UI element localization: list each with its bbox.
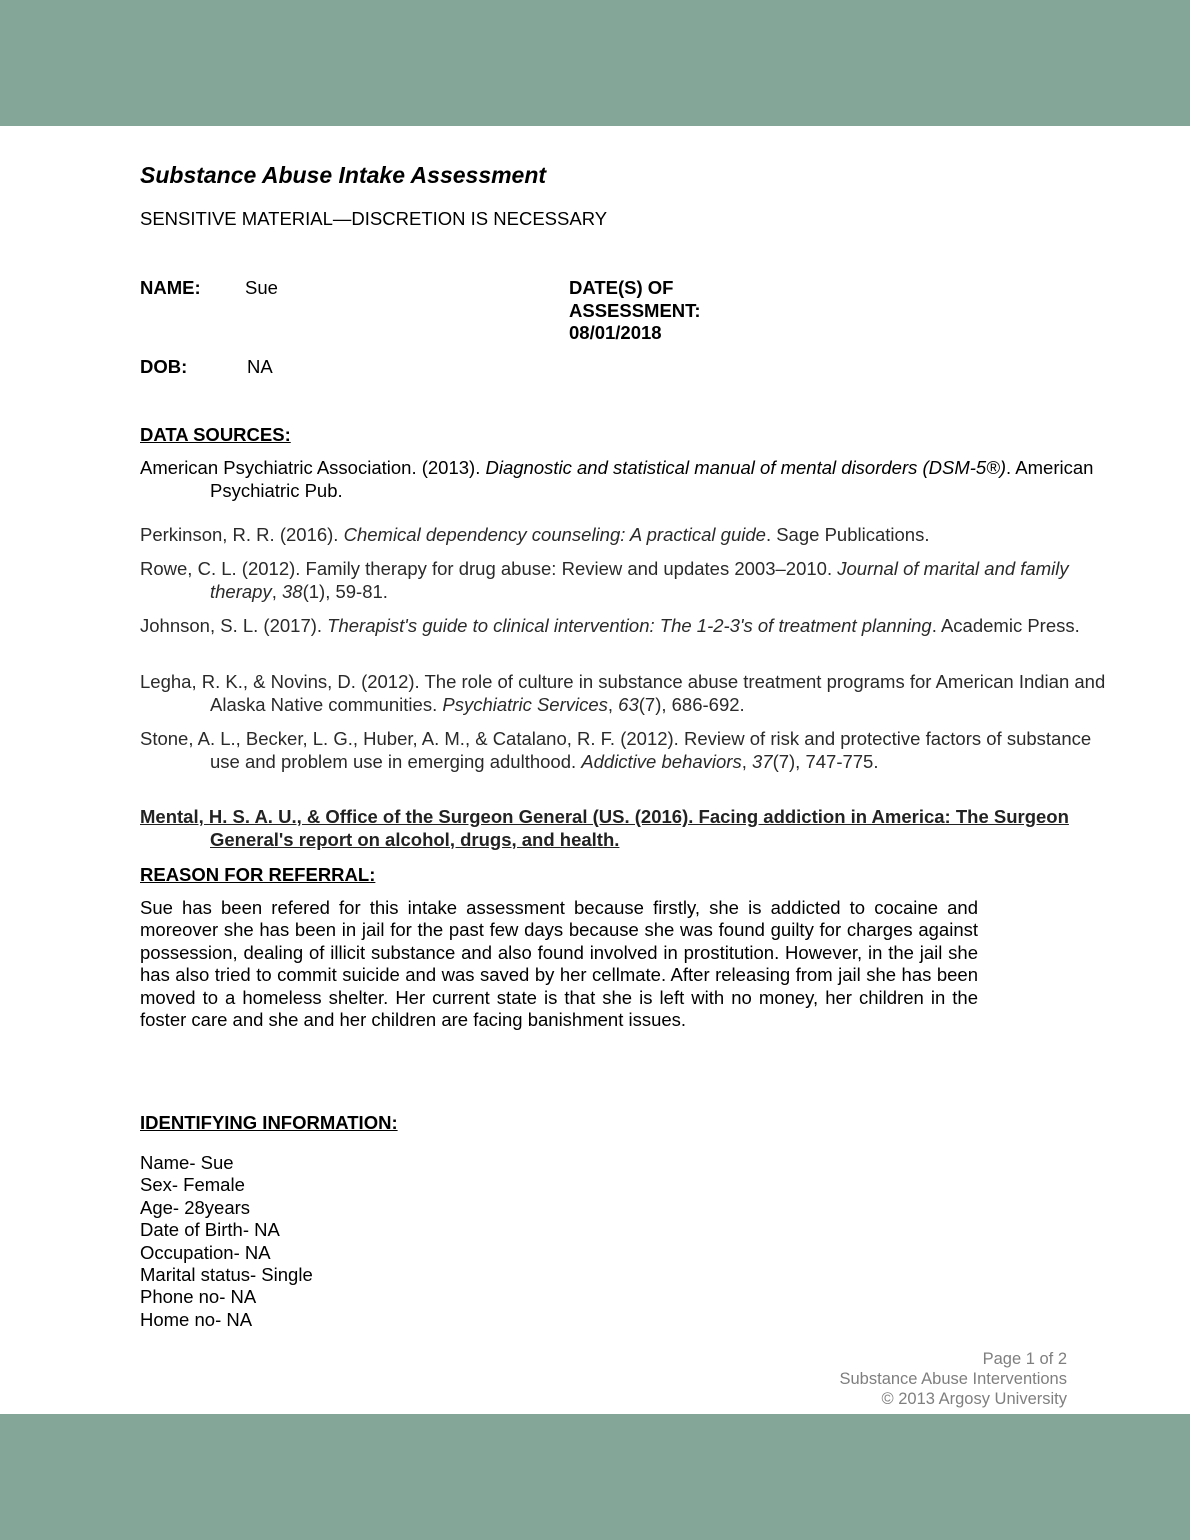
document-title: Substance Abuse Intake Assessment <box>140 162 547 188</box>
date-label-line-1: DATE(S) OF <box>569 277 674 298</box>
name-label: NAME: <box>140 277 201 298</box>
document-subtitle: SENSITIVE MATERIAL—DISCRETION IS NECESSARY <box>140 208 608 229</box>
reference-1: American Psychiatric Association. (2013). Diagnostic and statistical manual of mental disorders (DSM-5®). American Psychiatric Pub. <box>140 457 1094 501</box>
assessment-date-value: 08/01/2018 <box>569 322 662 343</box>
identifying-heading: IDENTIFYING INFORMATION: <box>140 1112 398 1133</box>
footer-copyright: © 2013 Argosy University <box>881 1390 1067 1408</box>
footer-course: Substance Abuse Interventions <box>839 1370 1067 1388</box>
referral-text: Sue has been refered for this intake assessment because firstly, she is addicted to cocaine and moreover she has been in jail for the past few days because she was found guilty for charges against possession, dealing of illicit substance and also found involved in prostitution. However, in the jail she has also tried to commit suicide and was saved by her cellmate. After releasing from jail she has been moved to a homeless shelter. Her current state is that she is left with no money, her children in the foster care and she and her children are facing banishment issues. <box>140 897 978 1031</box>
assessment-date-block <box>569 277 789 345</box>
reference-2: Perkinson, R. R. (2016). Chemical dependency counseling: A practical guide. Sage Publications. <box>140 524 930 545</box>
page-footer <box>840 1349 1068 1409</box>
data-sources-heading: DATA SOURCES: <box>140 424 291 445</box>
identifying-item: Age- 28years <box>140 1196 251 1218</box>
identifying-item: Name- Sue <box>140 1152 234 1173</box>
identifying-item: Date of Birth- NA <box>140 1219 280 1241</box>
name-value: Sue <box>245 277 278 298</box>
dob-value: NA <box>247 356 273 377</box>
identifying-item: Sex- Female <box>140 1174 245 1196</box>
header-band <box>0 0 1190 126</box>
date-label-line-2: ASSESSMENT: <box>569 299 701 321</box>
footer-band <box>0 1414 1190 1540</box>
reference-5: Legha, R. K., & Novins, D. (2012). The role of culture in substance abuse treatment programs for American Indian and Alaska Native communities. Psychiatric Services, 63(7), 686-692. <box>140 671 1106 715</box>
reference-4: Johnson, S. L. (2017). Therapist's guide to clinical intervention: The 1-2-3's of treatment planning. Academic Press. <box>140 615 1080 636</box>
referral-heading: REASON FOR REFERRAL: <box>140 864 376 885</box>
identifying-list <box>140 1152 313 1331</box>
reference-3: Rowe, C. L. (2012). Family therapy for drug abuse: Review and updates 2003–2010. Journal of marital and family therapy, 38(1), 59-81. <box>140 558 1069 602</box>
identifying-item: Marital status- Single <box>140 1264 313 1286</box>
identifying-item: Phone no- NA <box>140 1286 257 1308</box>
dob-label: DOB: <box>140 356 188 377</box>
identifying-item: Home no- NA <box>140 1308 253 1330</box>
reference-6: Stone, A. L., Becker, L. G., Huber, A. M., & Catalano, R. F. (2012). Review of risk and protective factors of substance use and problem use in emerging adulthood. Addictive behaviors, 37(7), 747-775. <box>140 728 1092 772</box>
reference-7: Mental, H. S. A. U., & Office of the Surgeon General (US. (2016). Facing addiction in America: The Surgeon General's report on alcohol, drugs, and health. <box>140 806 1069 850</box>
page-number: Page 1 of 2 <box>982 1350 1067 1368</box>
identifying-item: Occupation- NA <box>140 1241 271 1263</box>
